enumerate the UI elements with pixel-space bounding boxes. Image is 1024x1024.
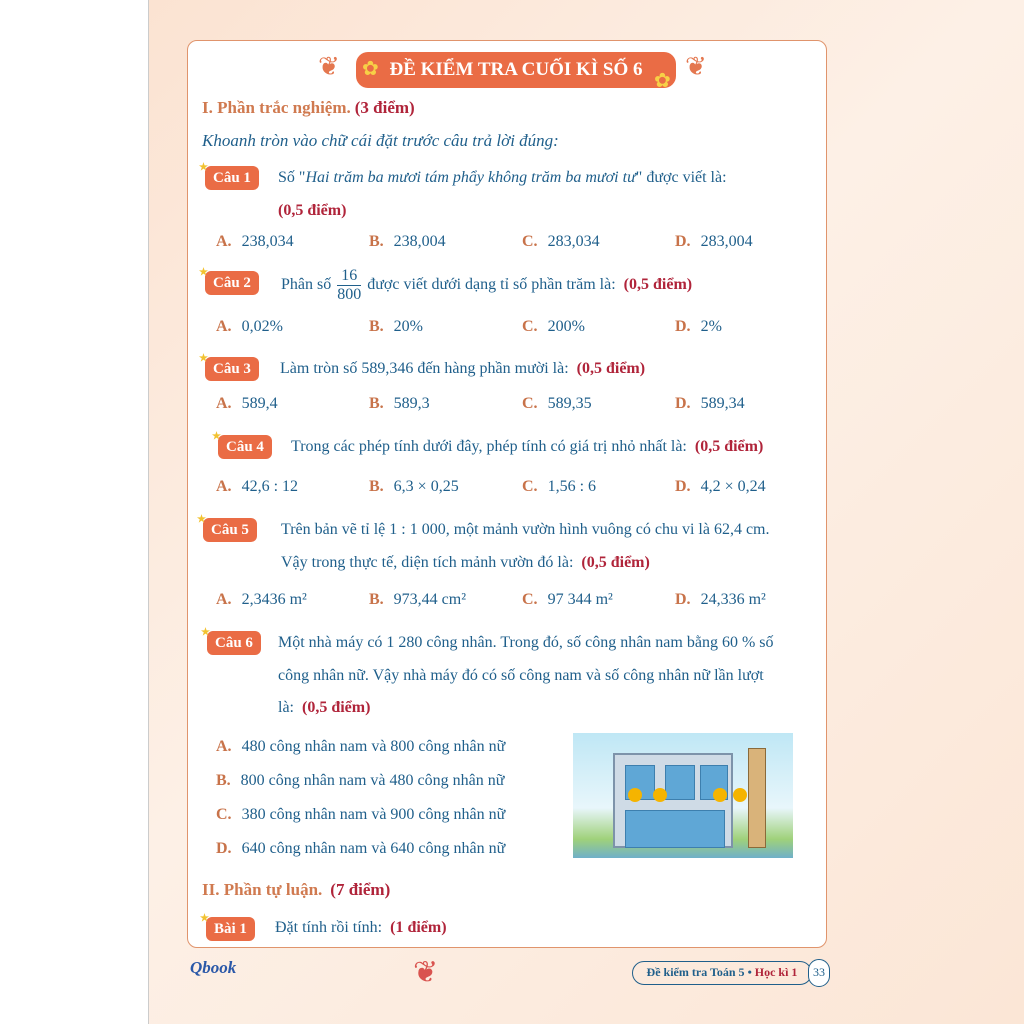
answer-option[interactable] <box>216 806 505 824</box>
q1-pre: Số " <box>278 169 306 186</box>
option-text: 800 công nhân nam và 480 công nhân nữ <box>240 772 505 789</box>
question-points: (0,5 điểm) <box>623 276 693 294</box>
question-points: (0,5 điểm) <box>694 438 764 455</box>
exercise-points: (1 điểm) <box>390 919 447 936</box>
option-text: 0,02% <box>241 318 283 335</box>
publisher-logo: Qbook <box>190 958 237 977</box>
answer-option[interactable] <box>369 478 459 496</box>
exercise-badge: ★ Bài 1 <box>206 917 255 941</box>
option-text: 589,4 <box>241 395 278 412</box>
option-letter: C. <box>522 233 538 250</box>
option-letter: A. <box>216 318 232 335</box>
leaf-decoration-icon: ❦ <box>318 52 340 81</box>
answer-option[interactable] <box>216 395 278 413</box>
answer-option[interactable] <box>369 318 423 336</box>
q5-line2: Vậy trong thực tế, diện tích mảnh vườn đó là: <box>281 554 574 571</box>
answer-option[interactable] <box>216 738 505 756</box>
book-name: Đề kiểm tra Toán 5 <box>646 965 745 979</box>
option-text: 283,004 <box>700 233 753 250</box>
option-text: 238,034 <box>241 233 294 250</box>
fraction <box>337 267 361 304</box>
q6-line3: là: <box>278 699 294 716</box>
option-text: 2,3436 m² <box>241 591 307 608</box>
option-letter: D. <box>675 478 691 495</box>
q2-pre: Phân số <box>281 276 332 294</box>
answer-option[interactable] <box>369 233 446 251</box>
q1-quote: Hai trăm ba mươi tám phẩy không trăm ba mươi tư <box>305 169 636 186</box>
page-number: 33 <box>808 959 830 987</box>
question-text <box>291 438 763 456</box>
separator: • <box>744 965 755 979</box>
flower-icon: ✿ <box>654 70 671 92</box>
option-letter: A. <box>216 591 232 608</box>
numerator: 16 <box>337 267 361 286</box>
term: Học kì 1 <box>754 965 798 979</box>
exam-title <box>356 52 676 88</box>
q3-text: Làm tròn số 589,346 đến hàng phần mười là: <box>280 360 569 377</box>
answer-option[interactable] <box>522 318 585 336</box>
instruction: Khoanh tròn vào chữ cái đặt trước câu trả lời đúng: <box>202 131 559 150</box>
question-points: (0,5 điểm) <box>278 202 347 219</box>
answer-option[interactable] <box>216 318 283 336</box>
option-text: 42,6 : 12 <box>241 478 299 495</box>
answer-option[interactable] <box>216 478 298 496</box>
answer-option[interactable] <box>216 233 294 251</box>
section-points: (7 điểm) <box>330 880 391 899</box>
answer-option[interactable] <box>522 233 600 251</box>
option-text: 1,56 : 6 <box>547 478 597 495</box>
question-badge: ★ Câu 3 <box>205 357 259 381</box>
denominator: 800 <box>337 286 362 303</box>
book-title <box>632 961 812 985</box>
section-heading: II. Phần tự luận. <box>202 880 323 899</box>
answer-option[interactable] <box>369 395 430 413</box>
q2-post: được viết dưới dạng tỉ số phần trăm là: <box>367 276 616 294</box>
option-text: 97 344 m² <box>547 591 613 608</box>
flower-icon: ✿ <box>362 58 379 80</box>
option-letter: D. <box>675 395 691 412</box>
factory-illustration <box>573 733 793 858</box>
option-text: 6,3 × 0,25 <box>393 478 459 495</box>
question-badge: ★ Câu 4 <box>218 435 272 459</box>
question-text: công nhân nữ. Vậy nhà máy đó có số công nam và số công nhân nữ lần lượt <box>278 667 764 684</box>
answer-option[interactable] <box>675 478 766 496</box>
option-text: 589,35 <box>547 395 592 412</box>
option-text: 20% <box>393 318 423 335</box>
question-points: (0,5 điểm) <box>581 554 650 571</box>
answer-option[interactable] <box>675 591 766 609</box>
question-text: Trên bản vẽ tỉ lệ 1 : 1 000, một mảnh vườn hình vuông có chu vi là 62,4 cm. <box>281 521 770 538</box>
wings-logo-icon: ❦ <box>413 956 439 989</box>
question-badge: ★ Câu 5 <box>203 518 257 542</box>
option-letter: A. <box>216 738 232 755</box>
option-letter: C. <box>522 591 538 608</box>
option-text: 589,3 <box>393 395 430 412</box>
option-letter: C. <box>522 318 538 335</box>
option-letter: C. <box>522 395 538 412</box>
answer-option[interactable] <box>369 591 466 609</box>
section-heading: I. Phần trắc nghiệm. <box>202 98 351 117</box>
option-letter: B. <box>216 772 231 789</box>
option-text: 238,004 <box>393 233 446 250</box>
option-text: 380 công nhân nam và 900 công nhân nữ <box>241 806 506 823</box>
answer-option[interactable] <box>675 395 745 413</box>
option-letter: C. <box>216 806 232 823</box>
question-text <box>278 699 370 717</box>
option-text: 24,336 m² <box>700 591 766 608</box>
q4-text: Trong các phép tính dưới đây, phép tính có giá trị nhỏ nhất là: <box>291 438 687 455</box>
answer-option[interactable] <box>675 318 722 336</box>
option-letter: A. <box>216 233 232 250</box>
option-text: 283,034 <box>547 233 600 250</box>
b1-text: Đặt tính rồi tính: <box>275 919 383 936</box>
question-text <box>280 360 645 378</box>
option-letter: B. <box>369 395 384 412</box>
answer-option[interactable] <box>675 233 753 251</box>
q1-post: " được viết là: <box>635 169 727 186</box>
answer-option[interactable] <box>522 478 596 496</box>
exercise-text <box>275 919 447 937</box>
question-badge: ★ Câu 1 <box>205 166 259 190</box>
option-text: 973,44 cm² <box>393 591 467 608</box>
question-text <box>281 554 650 572</box>
option-letter: B. <box>369 478 384 495</box>
option-letter: A. <box>216 395 232 412</box>
option-letter: B. <box>369 591 384 608</box>
question-text <box>278 169 727 187</box>
option-letter: A. <box>216 478 232 495</box>
question-text: Một nhà máy có 1 280 công nhân. Trong đó, số công nhân nam bằng 60 % số <box>278 634 774 651</box>
title-text: ĐỀ KIỂM TRA CUỐI KÌ SỐ 6 <box>389 59 643 80</box>
option-text: 480 công nhân nam và 800 công nhân nữ <box>241 738 506 755</box>
section-points: (3 điểm) <box>354 98 415 117</box>
answer-option[interactable] <box>216 840 505 858</box>
leaf-decoration-icon: ❦ <box>685 52 707 81</box>
option-letter: D. <box>675 591 691 608</box>
question-badge: ★ Câu 2 <box>205 271 259 295</box>
question-badge: ★ Câu 6 <box>207 631 261 655</box>
option-text: 2% <box>700 318 722 335</box>
answer-option[interactable] <box>522 395 592 413</box>
option-text: 640 công nhân nam và 640 công nhân nữ <box>241 840 506 857</box>
option-letter: B. <box>369 233 384 250</box>
question-text <box>281 267 692 304</box>
answer-option[interactable] <box>216 772 504 790</box>
option-letter: C. <box>522 478 538 495</box>
option-letter: D. <box>675 233 691 250</box>
answer-option[interactable] <box>216 591 307 609</box>
question-points: (0,5 điểm) <box>576 360 646 377</box>
option-text: 4,2 × 0,24 <box>700 478 766 495</box>
option-text: 200% <box>547 318 585 335</box>
option-letter: D. <box>675 318 691 335</box>
option-letter: B. <box>369 318 384 335</box>
question-points: (0,5 điểm) <box>302 699 371 716</box>
answer-option[interactable] <box>522 591 613 609</box>
option-text: 589,34 <box>700 395 745 412</box>
option-letter: D. <box>216 840 232 857</box>
